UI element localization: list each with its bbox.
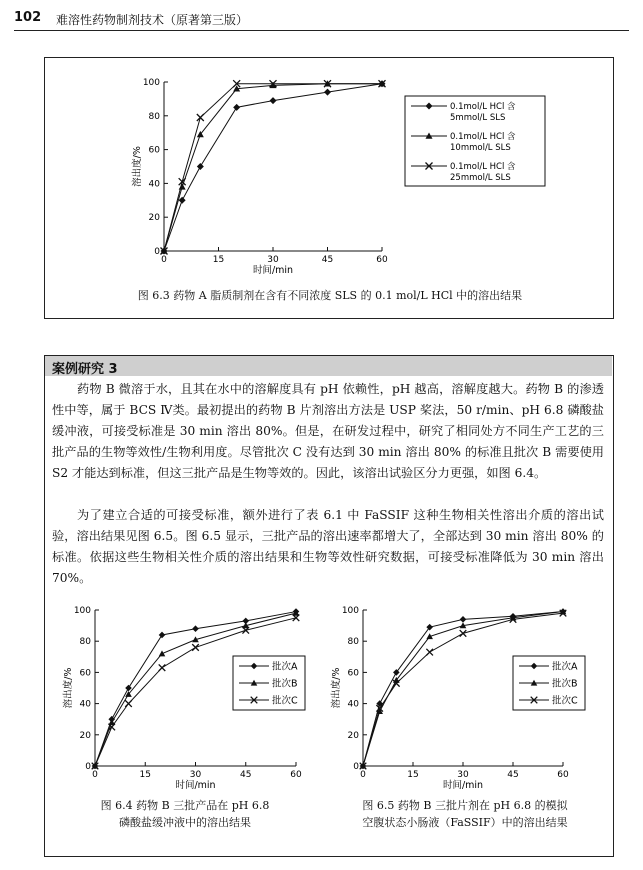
fig63-series-3-point xyxy=(197,114,204,121)
page-number: 102 xyxy=(14,10,42,25)
fig64-y-axis-label: 溶出度/% xyxy=(63,667,74,709)
fig64-y-tick-label: 60 xyxy=(79,668,91,679)
fig64-y-tick-label: 100 xyxy=(73,606,91,616)
figure-6-5-caption xyxy=(330,797,600,831)
fig64-y-tick-label: 40 xyxy=(79,699,91,710)
figure-6-4-caption xyxy=(60,797,310,831)
case-study-title-bar xyxy=(45,356,612,376)
fig64-series-1-point xyxy=(192,625,199,632)
fig63-series-1 xyxy=(161,80,386,254)
fig63-x-axis-label: 时间/min xyxy=(252,265,294,276)
fig64-x-tick-label: 0 xyxy=(92,770,98,780)
fig65-y-tick-label: 20 xyxy=(347,730,359,741)
fig65-legend-label-3: 批次C xyxy=(552,695,578,707)
fig63-series-1-point xyxy=(270,97,277,104)
case-paragraph-2: 为了建立合适的可接受标准，额外进行了表 6.1 中 FaSSIF 这种生物相关性溶出介质的溶出试验，溶出结果见图 6.5。图 6.5 显示，三批产品的溶出速率都增大了，全部达到 30 min 溶出 80% 的标准。依据这些生物相关性介质的溶出结果和生物等效性研究数据，可接受标准降低为 30 min 溶出 70%。 xyxy=(52,508,604,585)
fig64-x-tick-label: 45 xyxy=(240,770,252,780)
fig65-x-tick-label: 15 xyxy=(407,770,419,780)
fig63-x-tick-label: 0 xyxy=(161,255,167,265)
fig64-series-2-point xyxy=(159,650,166,656)
fig63-y-tick-label: 100 xyxy=(142,78,160,88)
fig63-y-tick-label: 40 xyxy=(148,179,160,190)
figure-6-4-chart xyxy=(48,596,318,796)
fig63-y-tick-label: 80 xyxy=(148,111,160,122)
fig64-y-tick-label: 20 xyxy=(79,730,91,741)
figure-6-3-caption: 图 6.3 药物 A 脂质制剂在含有不同浓度 SLS 的 0.1 mol/L HCl 中的溶出结果 xyxy=(137,289,523,302)
fig64-series-3-point xyxy=(125,700,132,707)
fig64-x-tick-label: 15 xyxy=(139,770,151,780)
fig64-y-tick-label: 80 xyxy=(79,637,91,648)
figure-6-4-caption-line-1: 图 6.4 药物 B 三批产品在 pH 6.8 xyxy=(100,799,270,812)
fig63-series-1-point xyxy=(233,104,240,111)
fig63-x-tick-label: 30 xyxy=(267,255,279,265)
fig63-series-2-line xyxy=(164,84,382,251)
figure-6-5-caption-line-1: 图 6.5 药物 B 三批片剂在 pH 6.8 的模拟 xyxy=(362,799,568,812)
figure-6-5-chart xyxy=(318,596,608,796)
fig63-y-tick-label: 0 xyxy=(154,247,160,257)
fig65-legend-label-1: 批次A xyxy=(552,661,578,673)
fig65-y-tick-label: 0 xyxy=(353,762,359,772)
fig65-y-tick-label: 40 xyxy=(347,699,359,710)
fig63-series-2 xyxy=(161,80,386,254)
fig65-y-tick-label: 80 xyxy=(347,637,359,648)
fig63-series-1-point xyxy=(179,197,186,204)
fig63-legend-label-3: 0.1mol/L HCl 含 xyxy=(450,162,516,172)
fig65-legend-label-2: 批次B xyxy=(552,678,578,690)
fig63-y-axis-label: 溶出度/% xyxy=(132,146,143,187)
fig65-series-3-point xyxy=(426,649,433,656)
fig65-y-axis-label: 溶出度/% xyxy=(331,667,342,709)
fig63-x-tick-label: 60 xyxy=(376,255,388,265)
fig64-series-3-point xyxy=(159,664,166,671)
fig63-series-3 xyxy=(161,80,386,254)
fig64-series-1-point xyxy=(159,632,166,639)
fig63-y-tick-label: 60 xyxy=(148,145,160,156)
fig64-x-tick-label: 60 xyxy=(290,770,302,780)
fig63-series-3-line xyxy=(164,84,382,251)
fig63-series-1-point xyxy=(324,89,331,96)
fig63-y-tick-label: 20 xyxy=(148,213,160,224)
case-paragraph-1: 药物 B 微溶于水，且其在水中的溶解度具有 pH 依赖性，pH 越高，溶解度越大。药物 B 的渗透性中等，属于 BCS Ⅳ类。最初提出的药物 B 片剂溶出方法是 USP 桨法，50 r/min、pH 6.8 磷酸盐缓冲液，可接受标准是 30 min 溶出 80%。但是，在研发过程中，研究了相同处方不同生产工艺的三批产品的生物等效性/生物利用度。尽管批次 C 没有达到 30 min 溶出 80% 的标准且批次 B 需要使用 S2 才能达到标准，但这三批产品是生物等效的。因此，该溶出试验区分力更强，如图 6.4。 xyxy=(52,382,604,480)
fig64-legend-label-1: 批次A xyxy=(272,661,298,673)
fig63-legend-label-2: 0.1mol/L HCl 含 xyxy=(450,132,516,142)
book-title: 难溶性药物制剂技术（原著第三版） xyxy=(56,13,249,27)
fig63-series-1-point xyxy=(197,163,204,170)
fig65-y-tick-label: 60 xyxy=(347,668,359,679)
case-study-title: 案例研究 3 xyxy=(52,362,118,377)
fig65-x-tick-label: 0 xyxy=(360,770,366,780)
fig64-series-3-point xyxy=(192,644,199,651)
fig65-y-tick-label: 100 xyxy=(341,606,359,616)
fig65-x-tick-label: 45 xyxy=(507,770,519,780)
fig63-x-tick-label: 45 xyxy=(321,255,334,265)
fig64-legend-label-3: 批次C xyxy=(272,695,298,707)
fig63-legend-label-2: 10mmol/L SLS xyxy=(450,143,511,153)
fig64-legend-label-2: 批次B xyxy=(272,678,298,690)
header-rule xyxy=(14,30,629,31)
fig64-x-tick-label: 30 xyxy=(189,770,202,780)
figure-6-3-chart xyxy=(45,58,611,288)
fig64-x-axis-label: 时间/min xyxy=(175,780,216,791)
fig65-x-tick-label: 60 xyxy=(557,770,569,780)
running-header xyxy=(14,6,629,30)
fig63-series-1-line xyxy=(164,84,382,251)
fig64-series-1-point xyxy=(125,685,132,692)
figure-6-4-caption-line-2: 磷酸盐缓冲液中的溶出结果 xyxy=(119,816,251,829)
fig63-x-tick-label: 15 xyxy=(212,255,225,265)
figure-6-5-caption-line-2: 空腹状态小肠液（FaSSIF）中的溶出结果 xyxy=(362,816,568,829)
fig63-legend-label-1: 5mmol/L SLS xyxy=(450,113,506,123)
fig65-series-3-point xyxy=(460,630,467,637)
fig64-y-tick-label: 0 xyxy=(85,762,91,772)
fig63-legend-label-3: 25mmol/L SLS xyxy=(450,173,511,183)
fig63-legend-label-1: 0.1mol/L HCl 含 xyxy=(450,102,516,112)
fig65-series-1-point xyxy=(460,616,467,623)
fig65-x-axis-label: 时间/min xyxy=(442,780,484,791)
fig65-x-tick-label: 30 xyxy=(457,770,469,780)
